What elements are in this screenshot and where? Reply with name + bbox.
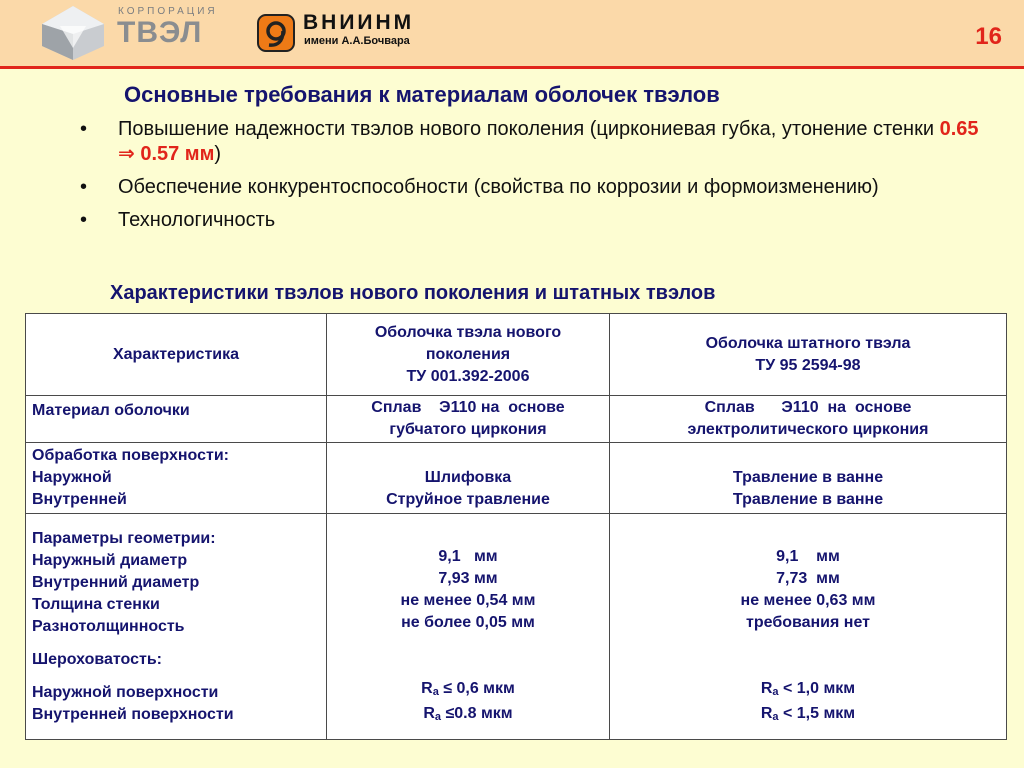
header-divider bbox=[0, 66, 1024, 69]
row-label: Обработка поверхности: bbox=[32, 447, 229, 464]
cell-line: 7,73 мм bbox=[776, 569, 840, 587]
slide-title: Основные требования к материалам оболочек твэлов bbox=[124, 82, 720, 107]
cell-line: губчатого циркония bbox=[389, 421, 547, 438]
row-label: Внутренней bbox=[32, 491, 127, 508]
cell-line: Сплав Э110 на основе bbox=[704, 399, 912, 416]
roughness-subscript: a bbox=[772, 710, 779, 723]
institute-subtitle: имени А.А.Бочвара bbox=[304, 35, 410, 47]
roughness-outer-standard bbox=[616, 678, 1000, 703]
row-label: Толщина стенки bbox=[32, 595, 160, 613]
header-line: поколения bbox=[425, 345, 511, 363]
roughness-value: < 1,0 мкм bbox=[778, 679, 856, 697]
wall-thinning-highlight: 0.65 ⇒ 0.57 мм bbox=[118, 118, 979, 165]
spacer bbox=[333, 667, 603, 678]
bullet-item bbox=[80, 208, 980, 233]
cell-line: 7,93 мм bbox=[438, 569, 498, 587]
cell-geometry-standard bbox=[610, 514, 1007, 740]
spacer bbox=[32, 638, 320, 649]
bullet-dot: • bbox=[80, 176, 88, 198]
cell-line: Струйное травление bbox=[386, 491, 550, 508]
table-row bbox=[26, 514, 1007, 740]
spacer-line bbox=[333, 645, 603, 667]
roughness-outer-new bbox=[333, 678, 603, 703]
cell-line: не более 0,05 мм bbox=[401, 613, 535, 631]
table-header-row bbox=[26, 314, 1007, 396]
cell-surface-standard bbox=[610, 443, 1007, 514]
cell-line: Сплав Э110 на основе bbox=[371, 399, 565, 416]
row-label: Параметры геометрии: bbox=[32, 529, 216, 547]
table-row bbox=[26, 396, 1007, 443]
roughness-subscript: a bbox=[432, 685, 439, 698]
bullet-item bbox=[80, 117, 980, 167]
row-label: Внутренней поверхности bbox=[32, 705, 234, 723]
institute-name: ВНИИНМ bbox=[303, 11, 415, 34]
corp-name: ТВЭЛ bbox=[117, 16, 203, 49]
header-label: Характеристика bbox=[112, 345, 240, 363]
cell-line: Травление в ванне bbox=[732, 469, 884, 486]
bullet-dot: • bbox=[80, 209, 88, 231]
tvel-logo-icon bbox=[38, 4, 108, 62]
cell-line: не менее 0,63 мм bbox=[740, 591, 876, 609]
roughness-value: ≤ 0,6 мкм bbox=[438, 679, 515, 697]
roughness-value: ≤0.8 мкм bbox=[441, 704, 513, 722]
row-label: Наружной bbox=[32, 469, 112, 486]
row-label: Разнотолщинность bbox=[32, 617, 185, 635]
cell-line: Травление в ванне bbox=[732, 491, 884, 508]
cell-line: Шлифовка bbox=[424, 469, 512, 486]
roughness-symbol: R bbox=[421, 679, 433, 697]
header-line: ТУ 95 2594-98 bbox=[755, 356, 861, 374]
spacer-line bbox=[616, 645, 1000, 667]
row-label-material bbox=[26, 396, 327, 443]
spacer bbox=[616, 667, 1000, 678]
table-title: Характеристики твэлов нового поколения и штатных твэлов bbox=[110, 282, 716, 304]
spacer bbox=[32, 671, 320, 682]
row-label-geometry bbox=[26, 514, 327, 740]
roughness-value: < 1,5 мкм bbox=[778, 704, 856, 722]
row-label: Шероховатость: bbox=[32, 650, 163, 668]
roughness-symbol: R bbox=[760, 704, 773, 722]
cell-line: не менее 0,54 мм bbox=[400, 591, 536, 609]
bullet-text: Обеспечение конкурентоспособности (свойства по коррозии и формоизменению) bbox=[118, 176, 879, 198]
row-label-surface bbox=[26, 443, 327, 514]
specs-table bbox=[25, 313, 1007, 740]
cell-line: требования нет bbox=[746, 613, 870, 631]
bullet-list bbox=[80, 117, 980, 241]
header-line: Оболочка твэла нового bbox=[374, 323, 562, 341]
cell-line: 9,1 мм bbox=[776, 547, 840, 565]
page-number: 16 bbox=[975, 23, 1002, 50]
roughness-symbol: R bbox=[423, 704, 435, 722]
row-label: Наружной поверхности bbox=[32, 683, 219, 701]
roughness-subscript: a bbox=[772, 685, 779, 698]
bullet-text: Повышение надежности твэлов нового поколения (циркониевая губка, утонение стенки bbox=[118, 118, 940, 140]
header-line: ТУ 001.392-2006 bbox=[406, 367, 530, 385]
cell-material-new bbox=[327, 396, 610, 443]
row-label: Материал оболочки bbox=[32, 402, 190, 419]
cell-surface-new bbox=[327, 443, 610, 514]
bullet-dot: • bbox=[80, 118, 88, 140]
roughness-inner-standard bbox=[616, 703, 1000, 728]
cell-line: 9,1 мм bbox=[438, 547, 498, 565]
spacer bbox=[333, 634, 603, 645]
cell-line: электролитического циркония bbox=[687, 421, 929, 438]
corp-caption: КОРПОРАЦИЯ bbox=[118, 6, 218, 17]
spacer bbox=[616, 634, 1000, 645]
vniinm-logo-icon bbox=[257, 14, 295, 52]
table-row bbox=[26, 443, 1007, 514]
header-cell-new bbox=[327, 314, 610, 396]
bullet-item bbox=[80, 175, 980, 200]
roughness-subscript: a bbox=[434, 710, 442, 723]
header-line: Оболочка штатного твэла bbox=[705, 334, 911, 352]
cell-material-standard bbox=[610, 396, 1007, 443]
cell-geometry-new bbox=[327, 514, 610, 740]
bullet-text-end: ) bbox=[214, 143, 222, 165]
row-label: Внутренний диаметр bbox=[32, 573, 200, 591]
bullet-text: Технологичность bbox=[118, 209, 276, 231]
roughness-inner-new bbox=[333, 703, 603, 728]
roughness-symbol: R bbox=[760, 679, 773, 697]
row-label: Наружный диаметр bbox=[32, 551, 188, 569]
header-cell-characteristic bbox=[26, 314, 327, 396]
header-cell-standard bbox=[610, 314, 1007, 396]
